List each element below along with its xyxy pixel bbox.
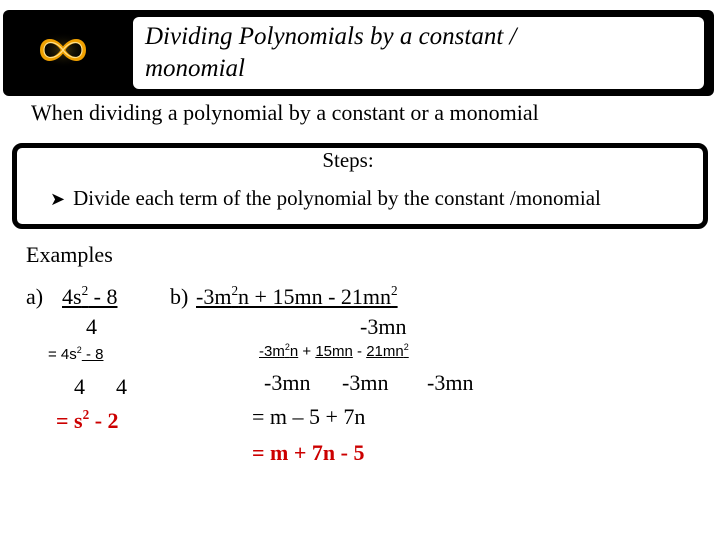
example-b-num-exp-1: 2	[231, 283, 239, 298]
example-a-result-rest: - 2	[89, 408, 119, 433]
example-a-split-exp: 2	[76, 345, 82, 355]
example-a-num-exp: 2	[81, 283, 89, 298]
example-b-split-part-3: 15mn	[315, 343, 353, 360]
example-b-split-den-1: -3mn	[264, 370, 311, 395]
infinity-glow-icon	[36, 28, 90, 72]
example-b-step-line: = m – 5 + 7n	[252, 404, 366, 429]
steps-title: Steps:	[322, 148, 374, 172]
example-b-split-part-2: n	[289, 343, 299, 360]
example-b-num-exp-2: 2	[391, 283, 398, 298]
example-b-split-den-2: -3mn	[342, 370, 389, 395]
example-a-num-rest: - 8	[88, 284, 118, 309]
intro-text: When dividing a polynomial by a constant or a monomial	[31, 100, 539, 125]
example-b-split-part-1: -3m	[259, 343, 285, 360]
page-title	[133, 17, 704, 89]
step-item	[50, 186, 601, 211]
example-b-split-numerator	[259, 343, 409, 360]
example-b-label: b)	[170, 284, 189, 309]
example-a-denominator: 4	[86, 314, 97, 339]
example-a-split-den-2: 4	[116, 374, 127, 399]
example-b-denominator: -3mn	[360, 314, 407, 339]
example-a-result-exp: 2	[82, 407, 90, 422]
example-a-result	[56, 408, 119, 434]
example-b-num-part-1: -3m	[196, 284, 232, 309]
example-a-num-base: 4s	[62, 284, 82, 309]
example-a-split-numerator	[48, 346, 103, 363]
example-a-split-den-1: 4	[74, 374, 85, 399]
example-b-split-den-3: -3mn	[427, 370, 474, 395]
example-a-split-prefix: = 4s	[48, 346, 77, 363]
examples-label: Examples	[26, 242, 113, 267]
arrow-bullet-icon: ➤	[50, 189, 66, 210]
example-a-label: a)	[26, 284, 44, 309]
step-text: Divide each term of the polynomial by the constant /monomial	[73, 186, 601, 210]
title-line-2: monomial	[145, 55, 245, 82]
example-a-split-rest: - 8	[81, 346, 104, 363]
example-b-numerator	[196, 284, 398, 310]
example-b-num-part-2: n + 15mn - 21mn	[238, 284, 392, 309]
title-line-1: Dividing Polynomials by a constant /	[145, 23, 517, 50]
example-a-numerator	[62, 284, 117, 310]
example-b-split-part-4: 21mn	[366, 343, 404, 360]
example-b-result: = m + 7n - 5	[252, 440, 365, 465]
example-b-split-minus: -	[352, 343, 367, 360]
example-b-split-exp-1: 2	[284, 342, 290, 352]
example-b-split-plus: +	[298, 343, 316, 360]
example-b-split-exp-2: 2	[403, 342, 409, 352]
example-a-result-prefix: = s	[56, 408, 83, 433]
